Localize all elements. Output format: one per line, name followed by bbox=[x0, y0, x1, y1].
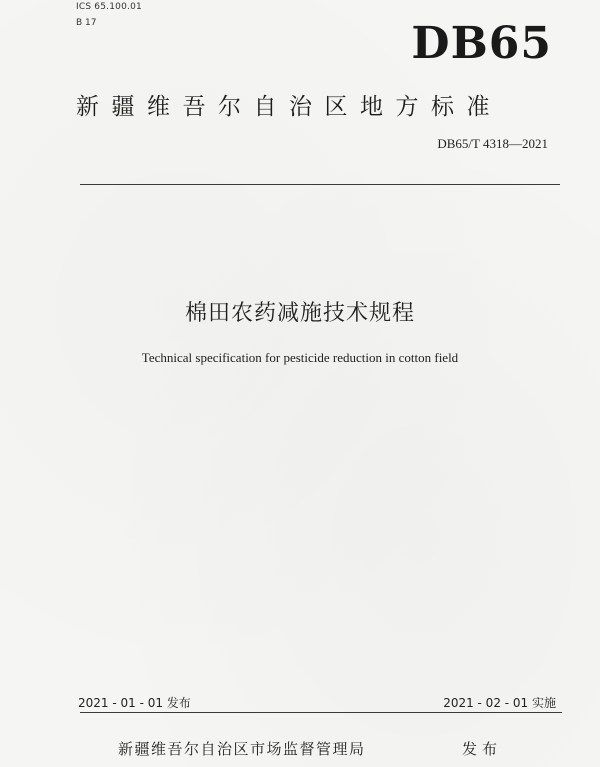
issuer-action: 发布 bbox=[462, 740, 503, 758]
db-logo: DB65 bbox=[411, 18, 552, 69]
bottom-divider bbox=[80, 712, 562, 713]
issue-date: 2021 - 01 - 01 发布 bbox=[78, 696, 191, 710]
document-title-en: Technical specification for pesticide reduction in cotton field bbox=[141, 350, 459, 365]
issuer-name: 新疆维吾尔自治区市场监督管理局 bbox=[118, 740, 366, 758]
document-title-cn: 棉田农药减施技术规程 bbox=[184, 301, 415, 326]
standard-number: DB65/T 4318—2021 bbox=[437, 136, 548, 151]
ccs-code: B 17 bbox=[76, 18, 97, 28]
ics-code: ICS 65.100.01 bbox=[76, 2, 142, 12]
org-standard-title: 新疆维吾尔自治区地方标准 bbox=[76, 94, 502, 120]
implementation-date: 2021 - 02 - 01 实施 bbox=[443, 696, 556, 710]
top-divider bbox=[80, 184, 560, 185]
